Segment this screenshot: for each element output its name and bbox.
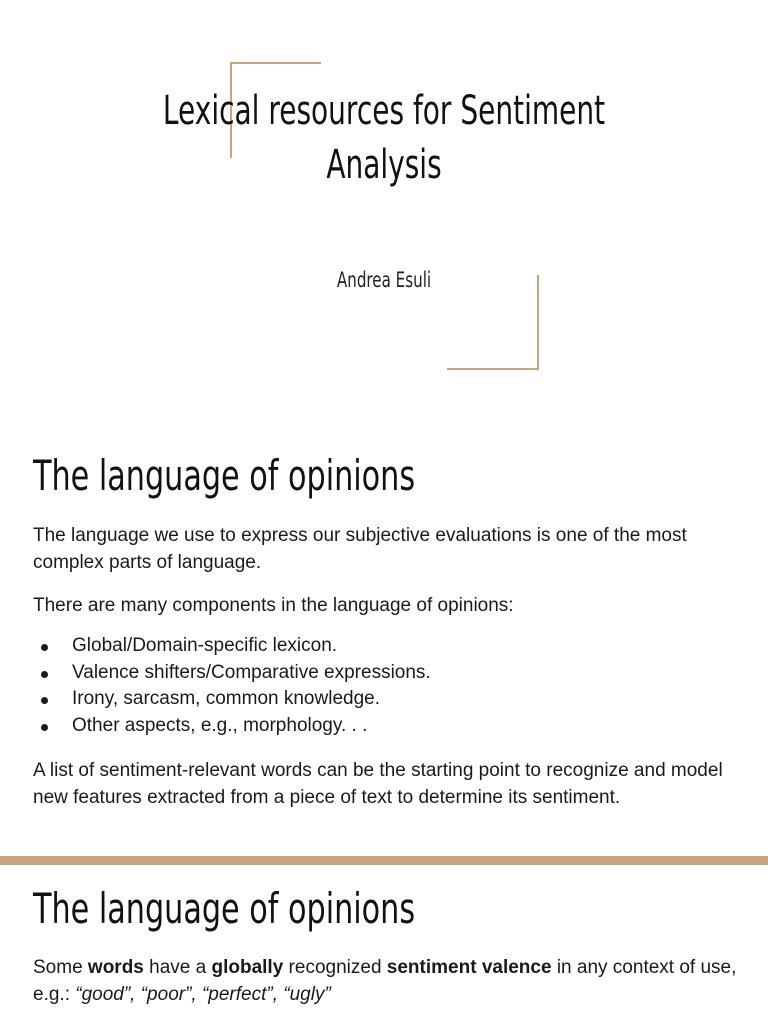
slide-heading: The language of opinions <box>33 884 416 933</box>
bullet-item: Global/Domain-specific lexicon. <box>33 633 431 660</box>
deck-title: Lexical resources for Sentiment Analysis <box>162 88 606 188</box>
emphasis-sentiment-valence: sentiment valence <box>386 957 552 978</box>
corner-top-left-horizontal <box>230 62 321 64</box>
text-fragment: recognized <box>283 957 387 978</box>
example-words: “good”, “poor”, “perfect”, “ugly” <box>75 984 331 1005</box>
emphasis-words: words <box>87 957 144 978</box>
title-slide <box>0 0 768 420</box>
paragraph-global-valence <box>33 954 745 1008</box>
slide-heading: The language of opinions <box>33 451 416 500</box>
corner-bottom-right-horizontal <box>447 368 539 370</box>
slide-language-of-opinions <box>0 420 768 856</box>
paragraph-conclusion: A list of sentiment-relevant words can be the starting point to recognize and model new features extracted from a piece of text to determine its sentiment. <box>33 760 723 808</box>
bullet-item: Irony, sarcasm, common knowledge. <box>33 686 431 713</box>
slide-separator <box>0 856 768 865</box>
text-fragment: have a <box>143 957 212 978</box>
paragraph-components: There are many components in the language of opinions: <box>33 595 514 616</box>
author-name: Andrea Esuli <box>336 268 432 292</box>
bullet-list <box>33 633 431 739</box>
corner-bottom-right-vertical <box>537 275 539 370</box>
bullet-item: Valence shifters/Comparative expressions. <box>33 660 431 687</box>
bullet-item: Other aspects, e.g., morphology. . . <box>33 713 431 740</box>
slide-language-of-opinions-2 <box>0 865 768 1024</box>
text-fragment: in any context of use, e.g.: <box>33 957 737 1005</box>
text-fragment: Some <box>33 957 88 978</box>
paragraph-intro: The language we use to express our subjective evaluations is one of the most complex parts of language. <box>33 525 687 573</box>
emphasis-globally: globally <box>211 957 284 978</box>
